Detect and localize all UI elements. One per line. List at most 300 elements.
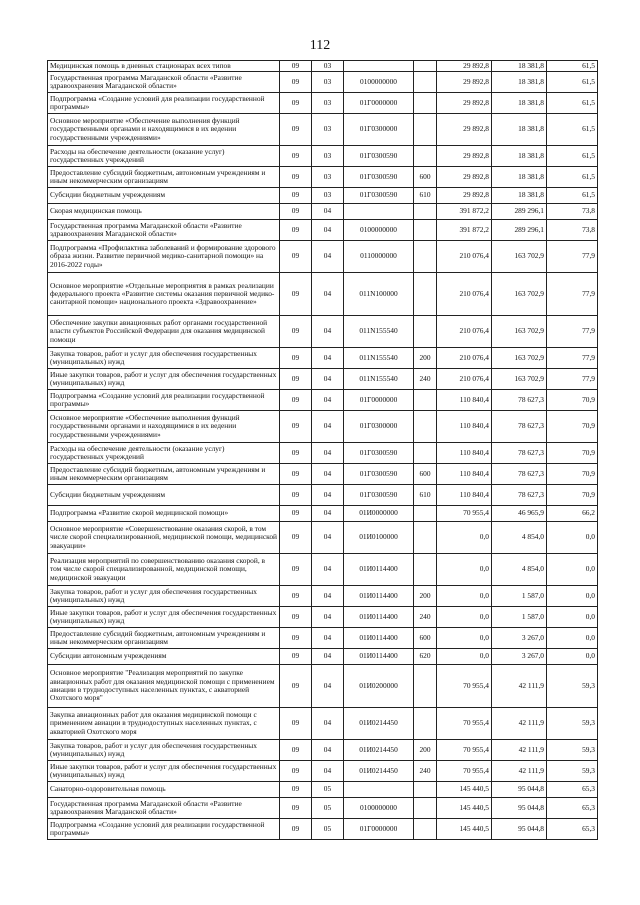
row-actual-amount: 78 627,3: [492, 390, 547, 411]
row-percent: 59,3: [547, 708, 598, 740]
row-name: Иные закупки товаров, работ и услуг для обеспечения государственных (муниципальных) нужд: [48, 369, 280, 390]
row-section: 09: [280, 628, 312, 649]
row-subsection: 04: [312, 554, 344, 586]
row-section: 09: [280, 188, 312, 204]
row-target-item: [344, 61, 414, 72]
row-name: Обеспечение закупки авиационных работ органами государственной власти субъектов Российской Федерации для оказания медицинской помощи: [48, 316, 280, 348]
row-subsection: 04: [312, 761, 344, 782]
row-plan-amount: 210 076,4: [437, 316, 492, 348]
row-actual-amount: 18 381,8: [492, 61, 547, 72]
row-expense-type: [414, 443, 437, 464]
row-target-item: 01И0214450: [344, 708, 414, 740]
row-name: Государственная программа Магаданской области «Развитие здравоохранения Магаданской области»: [48, 72, 280, 93]
table-row: [48, 204, 598, 220]
row-actual-amount: 18 381,8: [492, 72, 547, 93]
row-expense-type: [414, 411, 437, 443]
row-percent: 70,9: [547, 485, 598, 506]
row-target-item: 011N100000: [344, 273, 414, 316]
row-percent: 61,5: [547, 167, 598, 188]
row-percent: 70,9: [547, 411, 598, 443]
table-row: [48, 607, 598, 628]
row-plan-amount: 29 892,8: [437, 114, 492, 146]
row-section: 09: [280, 369, 312, 390]
row-percent: 65,3: [547, 798, 598, 819]
row-subsection: 04: [312, 607, 344, 628]
row-plan-amount: 110 840,4: [437, 485, 492, 506]
row-percent: 65,3: [547, 819, 598, 840]
row-expense-type: 240: [414, 369, 437, 390]
row-expense-type: 240: [414, 607, 437, 628]
row-target-item: 01И0114400: [344, 554, 414, 586]
row-plan-amount: 70 955,4: [437, 708, 492, 740]
table-row: [48, 93, 598, 114]
row-subsection: 04: [312, 628, 344, 649]
row-plan-amount: 70 955,4: [437, 665, 492, 708]
row-percent: 77,9: [547, 369, 598, 390]
row-expense-type: [414, 708, 437, 740]
row-percent: 70,9: [547, 464, 598, 485]
row-subsection: 04: [312, 740, 344, 761]
table-row: [48, 273, 598, 316]
row-plan-amount: 145 440,5: [437, 798, 492, 819]
row-plan-amount: 0,0: [437, 522, 492, 554]
row-name: Субсидии бюджетным учреждениям: [48, 485, 280, 506]
row-subsection: 04: [312, 485, 344, 506]
row-plan-amount: 145 440,5: [437, 819, 492, 840]
table-row: [48, 506, 598, 522]
row-name: Закупка авиационных работ для оказания медицинской помощи с применением авиации в труднодоступных населенных пунктах, с акваторией Охотского моря: [48, 708, 280, 740]
row-target-item: 01Г0300590: [344, 146, 414, 167]
row-expense-type: [414, 220, 437, 241]
row-expense-type: 200: [414, 348, 437, 369]
table-body: [48, 61, 598, 840]
row-subsection: 04: [312, 316, 344, 348]
row-subsection: 03: [312, 61, 344, 72]
row-subsection: 04: [312, 369, 344, 390]
row-plan-amount: 29 892,8: [437, 93, 492, 114]
row-plan-amount: 29 892,8: [437, 61, 492, 72]
row-section: 09: [280, 204, 312, 220]
row-name: Расходы на обеспечение деятельности (оказание услуг) государственных учреждений: [48, 443, 280, 464]
table-row: [48, 443, 598, 464]
row-name: Основное мероприятие «Отдельные мероприятия в рамках реализации федерального проекта «Развитие системы оказания первичной медико-санитарной помощи» национального проекта «Здравоохранение»: [48, 273, 280, 316]
row-name: Подпрограмма «Профилактика заболеваний и формирование здорового образа жизни. Развитие первичной медико-санитарной помощи» на 2016-2022 годы»: [48, 241, 280, 273]
row-section: 09: [280, 443, 312, 464]
row-target-item: 01Г0000000: [344, 390, 414, 411]
row-section: 09: [280, 61, 312, 72]
row-section: 09: [280, 506, 312, 522]
row-target-item: 01И0214450: [344, 740, 414, 761]
row-target-item: 011N155540: [344, 316, 414, 348]
row-section: 09: [280, 665, 312, 708]
row-actual-amount: 42 111,9: [492, 665, 547, 708]
row-section: 09: [280, 220, 312, 241]
row-expense-type: [414, 782, 437, 798]
table-row: [48, 485, 598, 506]
row-actual-amount: 42 111,9: [492, 708, 547, 740]
row-section: 09: [280, 798, 312, 819]
row-name: Основное мероприятие "Реализация мероприятий по закупке авиационных работ для оказания медицинской помощи с применением авиации в труднодоступных населенных пунктах, с акваторией Охотского моря": [48, 665, 280, 708]
table-row: [48, 72, 598, 93]
row-actual-amount: 163 702,9: [492, 241, 547, 273]
row-subsection: 03: [312, 114, 344, 146]
row-expense-type: [414, 506, 437, 522]
row-target-item: 01Г0000000: [344, 93, 414, 114]
table-row: [48, 628, 598, 649]
row-target-item: 01И0214450: [344, 761, 414, 782]
row-plan-amount: 110 840,4: [437, 411, 492, 443]
row-plan-amount: 0,0: [437, 607, 492, 628]
row-section: 09: [280, 649, 312, 665]
row-plan-amount: 0,0: [437, 554, 492, 586]
row-plan-amount: 210 076,4: [437, 241, 492, 273]
row-percent: 0,0: [547, 649, 598, 665]
row-percent: 61,5: [547, 188, 598, 204]
row-target-item: [344, 782, 414, 798]
row-subsection: 04: [312, 273, 344, 316]
row-subsection: 04: [312, 649, 344, 665]
row-plan-amount: 29 892,8: [437, 146, 492, 167]
row-expense-type: [414, 72, 437, 93]
row-name: Подпрограмма «Создание условий для реализации государственной программы»: [48, 93, 280, 114]
row-section: 09: [280, 411, 312, 443]
row-section: 09: [280, 740, 312, 761]
row-expense-type: [414, 204, 437, 220]
row-target-item: 01Г0300590: [344, 188, 414, 204]
row-subsection: 04: [312, 708, 344, 740]
table-row: [48, 554, 598, 586]
row-percent: 0,0: [547, 522, 598, 554]
table-row: [48, 390, 598, 411]
row-subsection: 04: [312, 586, 344, 607]
table-row: [48, 411, 598, 443]
row-name: Подпрограмма «Развитие скорой медицинской помощи»: [48, 506, 280, 522]
row-expense-type: [414, 241, 437, 273]
row-plan-amount: 391 872,2: [437, 220, 492, 241]
table-row: [48, 61, 598, 72]
row-subsection: 05: [312, 819, 344, 840]
row-plan-amount: 210 076,4: [437, 369, 492, 390]
row-subsection: 03: [312, 188, 344, 204]
row-percent: 70,9: [547, 443, 598, 464]
row-name: Медицинская помощь в дневных стационарах всех типов: [48, 61, 280, 72]
row-section: 09: [280, 708, 312, 740]
table-row: [48, 220, 598, 241]
table-row: [48, 348, 598, 369]
row-actual-amount: 18 381,8: [492, 93, 547, 114]
table-row: [48, 146, 598, 167]
row-actual-amount: 78 627,3: [492, 411, 547, 443]
row-section: 09: [280, 72, 312, 93]
row-percent: 0,0: [547, 628, 598, 649]
row-section: 09: [280, 586, 312, 607]
row-subsection: 04: [312, 522, 344, 554]
row-subsection: 05: [312, 782, 344, 798]
row-name: Реализация мероприятий по совершенствованию оказания скорой, в том числе скорой специализированной, медицинской помощи, медицинской эвакуации: [48, 554, 280, 586]
row-subsection: 04: [312, 348, 344, 369]
row-expense-type: 610: [414, 485, 437, 506]
row-plan-amount: 110 840,4: [437, 464, 492, 485]
row-target-item: 0100000000: [344, 72, 414, 93]
row-section: 09: [280, 390, 312, 411]
row-expense-type: [414, 146, 437, 167]
row-subsection: 04: [312, 241, 344, 273]
row-percent: 77,9: [547, 241, 598, 273]
row-percent: 59,3: [547, 761, 598, 782]
row-percent: 73,8: [547, 220, 598, 241]
row-actual-amount: 95 044,8: [492, 819, 547, 840]
row-percent: 61,5: [547, 93, 598, 114]
row-name: Иные закупки товаров, работ и услуг для обеспечения государственных (муниципальных) нужд: [48, 607, 280, 628]
row-actual-amount: 18 381,8: [492, 188, 547, 204]
row-plan-amount: 0,0: [437, 628, 492, 649]
row-target-item: 01И0000000: [344, 506, 414, 522]
row-name: Расходы на обеспечение деятельности (оказание услуг) государственных учреждений: [48, 146, 280, 167]
row-plan-amount: 110 840,4: [437, 443, 492, 464]
row-expense-type: [414, 522, 437, 554]
row-section: 09: [280, 761, 312, 782]
row-percent: 61,5: [547, 61, 598, 72]
row-name: Подпрограмма «Создание условий для реализации государственной программы»: [48, 819, 280, 840]
row-percent: 70,9: [547, 390, 598, 411]
row-expense-type: [414, 819, 437, 840]
row-name: Субсидии бюджетным учреждениям: [48, 188, 280, 204]
row-plan-amount: 29 892,8: [437, 167, 492, 188]
table-row: [48, 798, 598, 819]
row-expense-type: 240: [414, 761, 437, 782]
row-actual-amount: 18 381,8: [492, 114, 547, 146]
row-actual-amount: 3 267,0: [492, 628, 547, 649]
row-expense-type: 200: [414, 586, 437, 607]
row-section: 09: [280, 522, 312, 554]
row-target-item: 01И0114400: [344, 628, 414, 649]
row-subsection: 03: [312, 93, 344, 114]
row-target-item: 0110000000: [344, 241, 414, 273]
table-row: [48, 369, 598, 390]
row-name: Предоставление субсидий бюджетным, автономным учреждениям и иным некоммерческим организациям: [48, 628, 280, 649]
row-actual-amount: 78 627,3: [492, 464, 547, 485]
row-percent: 77,9: [547, 273, 598, 316]
row-plan-amount: 110 840,4: [437, 390, 492, 411]
row-name: Подпрограмма «Создание условий для реализации государственной программы»: [48, 390, 280, 411]
row-actual-amount: 95 044,8: [492, 798, 547, 819]
row-section: 09: [280, 93, 312, 114]
row-section: 09: [280, 607, 312, 628]
row-percent: 73,8: [547, 204, 598, 220]
row-target-item: 01И0114400: [344, 586, 414, 607]
row-actual-amount: 289 296,1: [492, 204, 547, 220]
table-row: [48, 740, 598, 761]
row-percent: 61,5: [547, 72, 598, 93]
row-actual-amount: 42 111,9: [492, 740, 547, 761]
row-expense-type: 610: [414, 188, 437, 204]
row-subsection: 03: [312, 167, 344, 188]
row-plan-amount: 210 076,4: [437, 348, 492, 369]
table-row: [48, 665, 598, 708]
row-plan-amount: 29 892,8: [437, 188, 492, 204]
row-expense-type: [414, 61, 437, 72]
row-plan-amount: 0,0: [437, 649, 492, 665]
row-target-item: 011N155540: [344, 348, 414, 369]
row-actual-amount: 3 267,0: [492, 649, 547, 665]
row-plan-amount: 0,0: [437, 586, 492, 607]
row-section: 09: [280, 554, 312, 586]
row-target-item: 01Г0300590: [344, 443, 414, 464]
row-name: Основное мероприятие «Совершенствование оказания скорой, в том числе скорой специализированной, медицинской помощи, медицинской эвакуации»: [48, 522, 280, 554]
row-section: 09: [280, 348, 312, 369]
row-expense-type: 620: [414, 649, 437, 665]
row-name: Закупка товаров, работ и услуг для обеспечения государственных (муниципальных) нужд: [48, 586, 280, 607]
table-row: [48, 188, 598, 204]
table-row: [48, 586, 598, 607]
row-actual-amount: 163 702,9: [492, 369, 547, 390]
budget-table: [47, 60, 598, 840]
row-plan-amount: 391 872,2: [437, 204, 492, 220]
row-target-item: 01Г0300590: [344, 167, 414, 188]
table-row: [48, 761, 598, 782]
row-subsection: 03: [312, 72, 344, 93]
table-row: [48, 649, 598, 665]
row-expense-type: 600: [414, 464, 437, 485]
row-target-item: 011N155540: [344, 369, 414, 390]
row-target-item: 01Г0300590: [344, 485, 414, 506]
row-plan-amount: 70 955,4: [437, 506, 492, 522]
row-name: Предоставление субсидий бюджетным, автономным учреждениям и иным некоммерческим организациям: [48, 464, 280, 485]
row-subsection: 04: [312, 220, 344, 241]
row-target-item: 01И0200000: [344, 665, 414, 708]
row-target-item: 01И0100000: [344, 522, 414, 554]
row-subsection: 04: [312, 411, 344, 443]
row-name: Субсидии автономным учреждениям: [48, 649, 280, 665]
row-expense-type: 200: [414, 740, 437, 761]
row-name: Закупка товаров, работ и услуг для обеспечения государственных (муниципальных) нужд: [48, 740, 280, 761]
row-actual-amount: 42 111,9: [492, 761, 547, 782]
row-actual-amount: 46 965,9: [492, 506, 547, 522]
table-row: [48, 782, 598, 798]
row-subsection: 05: [312, 798, 344, 819]
row-target-item: 01Г0000000: [344, 819, 414, 840]
row-section: 09: [280, 464, 312, 485]
page-number: 112: [309, 38, 331, 53]
row-target-item: 01Г0300000: [344, 114, 414, 146]
row-percent: 77,9: [547, 348, 598, 369]
row-expense-type: 600: [414, 628, 437, 649]
row-target-item: 01И0114400: [344, 607, 414, 628]
row-target-item: 01Г0300000: [344, 411, 414, 443]
row-actual-amount: 18 381,8: [492, 146, 547, 167]
row-name: Основное мероприятие «Обеспечение выполнения функций государственными органами и находящимися в их ведении государственными учреждениями»: [48, 114, 280, 146]
table-row: [48, 241, 598, 273]
row-actual-amount: 163 702,9: [492, 348, 547, 369]
table-row: [48, 708, 598, 740]
table-row: [48, 167, 598, 188]
row-name: Закупка товаров, работ и услуг для обеспечения государственных (муниципальных) нужд: [48, 348, 280, 369]
row-name: Государственная программа Магаданской области «Развитие здравоохранения Магаданской области»: [48, 220, 280, 241]
row-section: 09: [280, 485, 312, 506]
row-actual-amount: 163 702,9: [492, 273, 547, 316]
row-expense-type: [414, 316, 437, 348]
row-plan-amount: 70 955,4: [437, 761, 492, 782]
row-section: 09: [280, 782, 312, 798]
row-section: 09: [280, 273, 312, 316]
row-subsection: 04: [312, 204, 344, 220]
row-section: 09: [280, 167, 312, 188]
row-expense-type: [414, 273, 437, 316]
row-percent: 0,0: [547, 554, 598, 586]
row-section: 09: [280, 146, 312, 167]
row-expense-type: [414, 93, 437, 114]
row-plan-amount: 70 955,4: [437, 740, 492, 761]
row-percent: 59,3: [547, 740, 598, 761]
row-plan-amount: 210 076,4: [437, 273, 492, 316]
row-section: 09: [280, 114, 312, 146]
row-name: Государственная программа Магаданской области «Развитие здравоохранения Магаданской области»: [48, 798, 280, 819]
row-percent: 65,3: [547, 782, 598, 798]
row-plan-amount: 29 892,8: [437, 72, 492, 93]
row-subsection: 04: [312, 464, 344, 485]
row-expense-type: [414, 390, 437, 411]
row-expense-type: [414, 798, 437, 819]
row-section: 09: [280, 241, 312, 273]
row-percent: 59,3: [547, 665, 598, 708]
row-target-item: [344, 204, 414, 220]
row-actual-amount: 4 854,0: [492, 522, 547, 554]
row-target-item: 01Г0300590: [344, 464, 414, 485]
row-name: Иные закупки товаров, работ и услуг для обеспечения государственных (муниципальных) нужд: [48, 761, 280, 782]
row-actual-amount: 4 854,0: [492, 554, 547, 586]
row-target-item: 0100000000: [344, 798, 414, 819]
row-subsection: 04: [312, 506, 344, 522]
table-row: [48, 114, 598, 146]
row-actual-amount: 289 296,1: [492, 220, 547, 241]
row-actual-amount: 1 587,0: [492, 586, 547, 607]
row-plan-amount: 145 440,5: [437, 782, 492, 798]
row-name: Санаторно-оздоровительная помощь: [48, 782, 280, 798]
table-row: [48, 522, 598, 554]
row-percent: 77,9: [547, 316, 598, 348]
row-percent: 61,5: [547, 114, 598, 146]
row-actual-amount: 95 044,8: [492, 782, 547, 798]
row-expense-type: [414, 114, 437, 146]
table-row: [48, 464, 598, 485]
row-name: Основное мероприятие «Обеспечение выполнения функций государственными органами и находящимися в их ведении государственными учреждениями»: [48, 411, 280, 443]
row-target-item: 01И0114400: [344, 649, 414, 665]
row-percent: 66,2: [547, 506, 598, 522]
row-expense-type: 600: [414, 167, 437, 188]
row-actual-amount: 18 381,8: [492, 167, 547, 188]
row-actual-amount: 1 587,0: [492, 607, 547, 628]
row-actual-amount: 163 702,9: [492, 316, 547, 348]
row-name: Скорая медицинская помощь: [48, 204, 280, 220]
row-subsection: 04: [312, 443, 344, 464]
row-actual-amount: 78 627,3: [492, 485, 547, 506]
table-row: [48, 316, 598, 348]
row-expense-type: [414, 665, 437, 708]
row-actual-amount: 78 627,3: [492, 443, 547, 464]
row-target-item: 0100000000: [344, 220, 414, 241]
table-row: [48, 819, 598, 840]
row-name: Предоставление субсидий бюджетным, автономным учреждениям и иным некоммерческим организациям: [48, 167, 280, 188]
row-subsection: 04: [312, 390, 344, 411]
row-section: 09: [280, 316, 312, 348]
row-percent: 0,0: [547, 586, 598, 607]
row-subsection: 04: [312, 665, 344, 708]
row-expense-type: [414, 554, 437, 586]
row-percent: 0,0: [547, 607, 598, 628]
row-section: 09: [280, 819, 312, 840]
row-percent: 61,5: [547, 146, 598, 167]
row-subsection: 03: [312, 146, 344, 167]
